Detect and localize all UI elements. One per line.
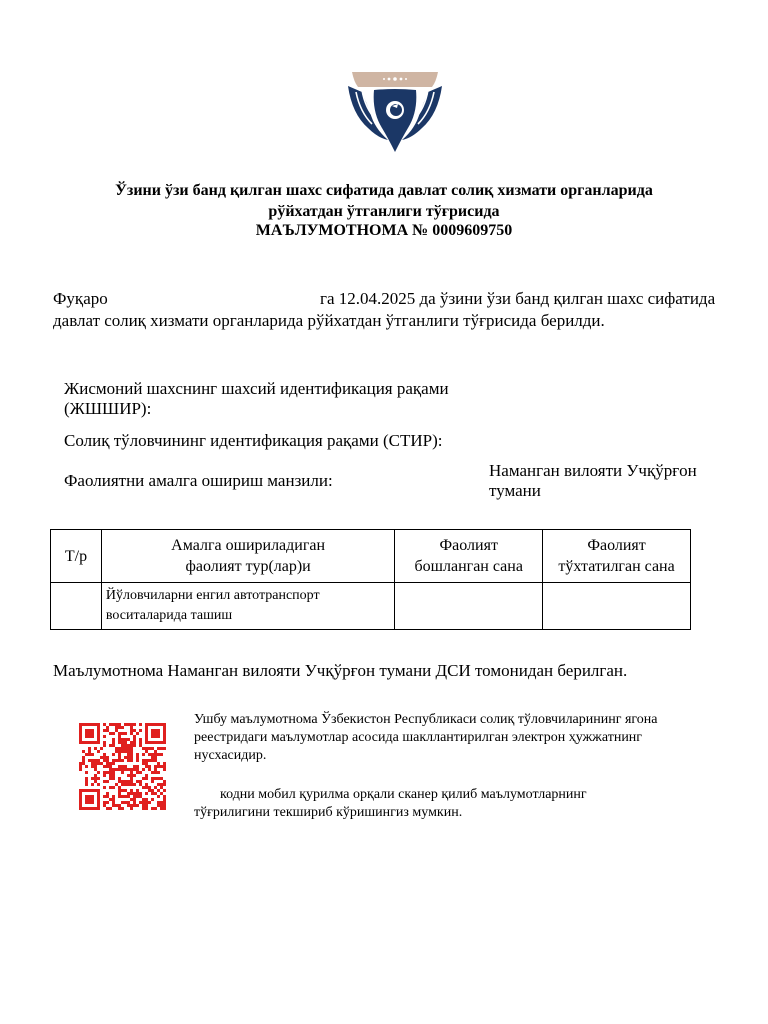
- header-start-date: Фаолият бошланган сана: [395, 530, 543, 583]
- qr-note-line-1: Ушбу маълумотнома Ўзбекистон Республикаси солиқ тўловчиларининг ягона: [194, 712, 658, 727]
- citizen-label: Фуқаро: [53, 289, 108, 308]
- header-activity-type: Амалга ошириладиган фаолият тур(лар)и: [101, 530, 394, 583]
- table-row: [51, 583, 691, 630]
- stir-label: Солиқ тўловчининг идентификация рақами (СТИР):: [64, 431, 443, 450]
- document-title-line-1: Ўзини ўзи банд қилган шахс сифатида давлат солиқ хизмати органларида: [115, 182, 653, 199]
- address-value-line-1: Наманган вилояти Учқўрғон: [489, 461, 697, 480]
- address-value-line-2: тумани: [489, 481, 541, 500]
- activities-table: [50, 529, 691, 630]
- emblem-body: [374, 89, 417, 152]
- cell-activity-type: Йўловчиларни енгил автотранспорт воситаларида ташиш: [101, 583, 394, 630]
- jshshir-label-line-2: (ЖШШИР):: [64, 399, 152, 418]
- address-label: Фаолиятни амалга ошириш манзили:: [64, 471, 333, 490]
- header-stop-date: Фаолият тўхтатилган сана: [543, 530, 691, 583]
- cell-stop-date: [543, 583, 691, 630]
- table-header-row: [51, 530, 691, 583]
- tax-committee-emblem-icon: [346, 68, 444, 154]
- intro-line-1: га 12.04.2025 да ўзини ўзи банд қилган шахс сифатида: [320, 289, 716, 308]
- cell-start-date: [395, 583, 543, 630]
- document-title-line-2: рўйхатдан ўтганлиги тўғрисида: [268, 203, 500, 220]
- header-num: Т/р: [51, 530, 102, 583]
- jshshir-label-line-1: Жисмоний шахснинг шахсий идентификация рақами: [64, 379, 449, 398]
- issued-by-text: Маълумотнома Наманган вилояти Учқўрғон тумани ДСИ томонидан берилган.: [53, 661, 628, 680]
- qr-note-line-2: реестридаги маълумотлар асосида шакллантирилган электрон ҳужжатнинг: [194, 730, 643, 745]
- intro-line-2: давлат солиқ хизмати органларида рўйхатдан ўтганлиги тўғрисида берилди.: [53, 311, 605, 330]
- document-number: МАЪЛУМОТНОМА № 0009609750: [255, 222, 513, 239]
- qr-code-icon: [79, 723, 166, 810]
- qr-note-line-4: кодни мобил қурилма орқали сканер қилиб маълумотларнинг: [220, 787, 587, 802]
- qr-note-line-3: нусхасидир.: [194, 748, 267, 763]
- cell-num: [51, 583, 102, 630]
- qr-note-line-5: тўғрилигини текшириб кўришингиз мумкин.: [194, 805, 463, 820]
